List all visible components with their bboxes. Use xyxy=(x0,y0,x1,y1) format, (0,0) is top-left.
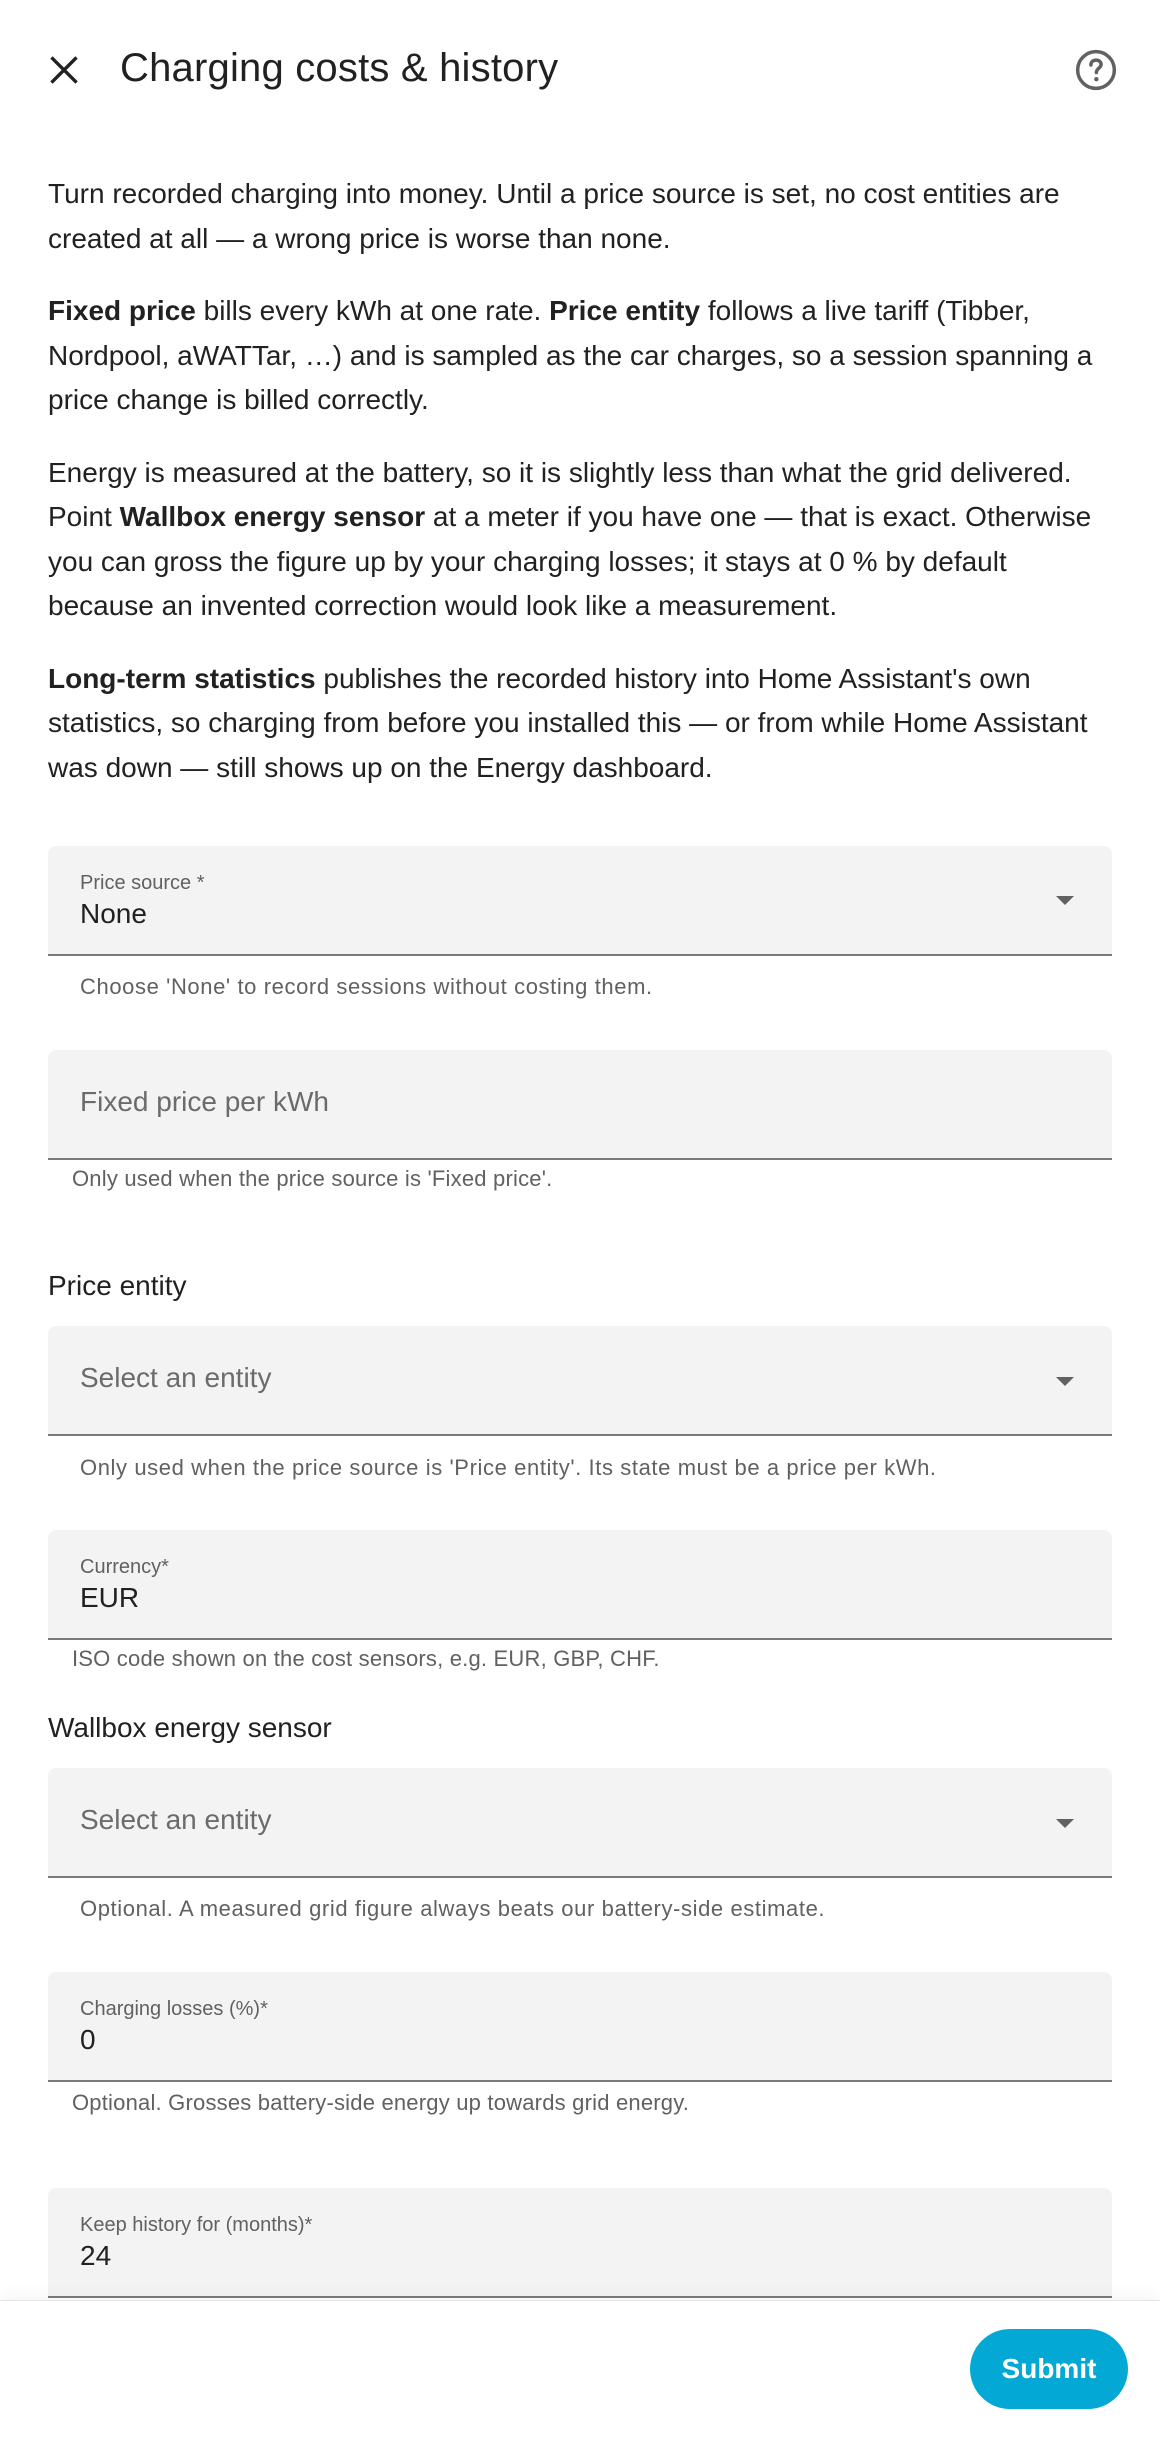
keep-history-input[interactable] xyxy=(48,2188,1112,2298)
price-source-helper: Choose 'None' to record sessions without costing them. xyxy=(80,974,653,999)
wallbox-sensor-placeholder: Select an entity xyxy=(80,1804,272,1835)
price-source-select[interactable] xyxy=(48,846,1112,956)
submit-button[interactable]: Submit xyxy=(970,2329,1128,2409)
close-icon xyxy=(47,53,81,87)
description-paragraph-1: Turn recorded charging into money. Until a price source is set, no cost entities are created at all — a wrong price is worse than none. xyxy=(48,178,1060,254)
dialog-header xyxy=(0,0,1160,136)
help-button[interactable] xyxy=(1062,36,1130,104)
description-text: bills every kWh at one rate. xyxy=(195,295,550,326)
wallbox-sensor-section-label: Wallbox energy sensor xyxy=(48,1712,332,1743)
description xyxy=(48,172,1112,790)
dialog-content xyxy=(48,172,1112,818)
fixed-price-term: Fixed price xyxy=(48,295,196,326)
wallbox-sensor-term: Wallbox energy sensor xyxy=(119,501,426,532)
dropdown-arrow-icon xyxy=(1056,896,1074,905)
wallbox-sensor-picker[interactable] xyxy=(48,1768,1112,1878)
description-text: Energy is measured at the battery, so it is slightly less than what the grid delivered. Point xyxy=(48,456,1072,532)
dialog-footer xyxy=(0,2300,1160,2440)
description-text: publishes the recorded history into Home Assistant's own statistics, so charging from before you installed this — or from while Home Assistant was down — still shows up on the Energy dashboard. xyxy=(48,662,1088,783)
description-text: at a meter if you have one — that is exact. Otherwise you can gross the figure up by your charging losses; it stays at 0 % by default because an invented correction would look like a measurement. xyxy=(48,501,1092,621)
price-source-value: None xyxy=(80,898,147,929)
price-entity-section-label: Price entity xyxy=(48,1270,187,1301)
description-paragraph-3 xyxy=(48,451,1112,629)
close-button[interactable] xyxy=(30,36,98,104)
fixed-price-placeholder: Fixed price per kWh xyxy=(80,1086,329,1117)
price-entity-placeholder: Select an entity xyxy=(80,1362,272,1393)
keep-history-value: 24 xyxy=(80,2240,112,2271)
charging-losses-label: Charging losses (%)* xyxy=(80,1998,268,2020)
charging-losses-helper: Optional. Grosses battery-side energy up towards grid energy. xyxy=(72,2090,690,2115)
description-text: follows a live tariff (Tibber, Nordpool, aWATTar, …) and is sampled as the car charges, so a session spanning a price change is billed correctly. xyxy=(48,295,1093,415)
price-entity-picker[interactable] xyxy=(48,1326,1112,1436)
dropdown-arrow-icon xyxy=(1056,1819,1074,1828)
keep-history-label: Keep history for (months)* xyxy=(80,2214,313,2236)
help-circle-icon xyxy=(1074,48,1118,92)
currency-helper: ISO code shown on the cost sensors, e.g. EUR, GBP, CHF. xyxy=(72,1646,660,1671)
dropdown-arrow-icon xyxy=(1056,1377,1074,1386)
fixed-price-input[interactable] xyxy=(48,1050,1112,1160)
fixed-price-helper: Only used when the price source is 'Fixed price'. xyxy=(72,1166,553,1191)
price-entity-term: Price entity xyxy=(549,295,701,326)
dialog-title: Charging costs & history xyxy=(120,46,559,90)
price-source-label: Price source * xyxy=(80,872,205,894)
currency-value: EUR xyxy=(80,1582,140,1613)
wallbox-sensor-helper: Optional. A measured grid figure always beats our battery-side estimate. xyxy=(80,1896,826,1921)
charging-losses-value: 0 xyxy=(80,2024,96,2055)
price-entity-helper: Only used when the price source is 'Price entity'. Its state must be a price per kWh. xyxy=(80,1455,937,1480)
currency-input[interactable] xyxy=(48,1530,1112,1640)
description-paragraph-4 xyxy=(48,657,1112,791)
currency-label: Currency* xyxy=(80,1556,169,1578)
description-paragraph-2 xyxy=(48,289,1112,423)
charging-losses-input[interactable] xyxy=(48,1972,1112,2082)
long-term-statistics-term: Long-term statistics xyxy=(48,662,316,694)
